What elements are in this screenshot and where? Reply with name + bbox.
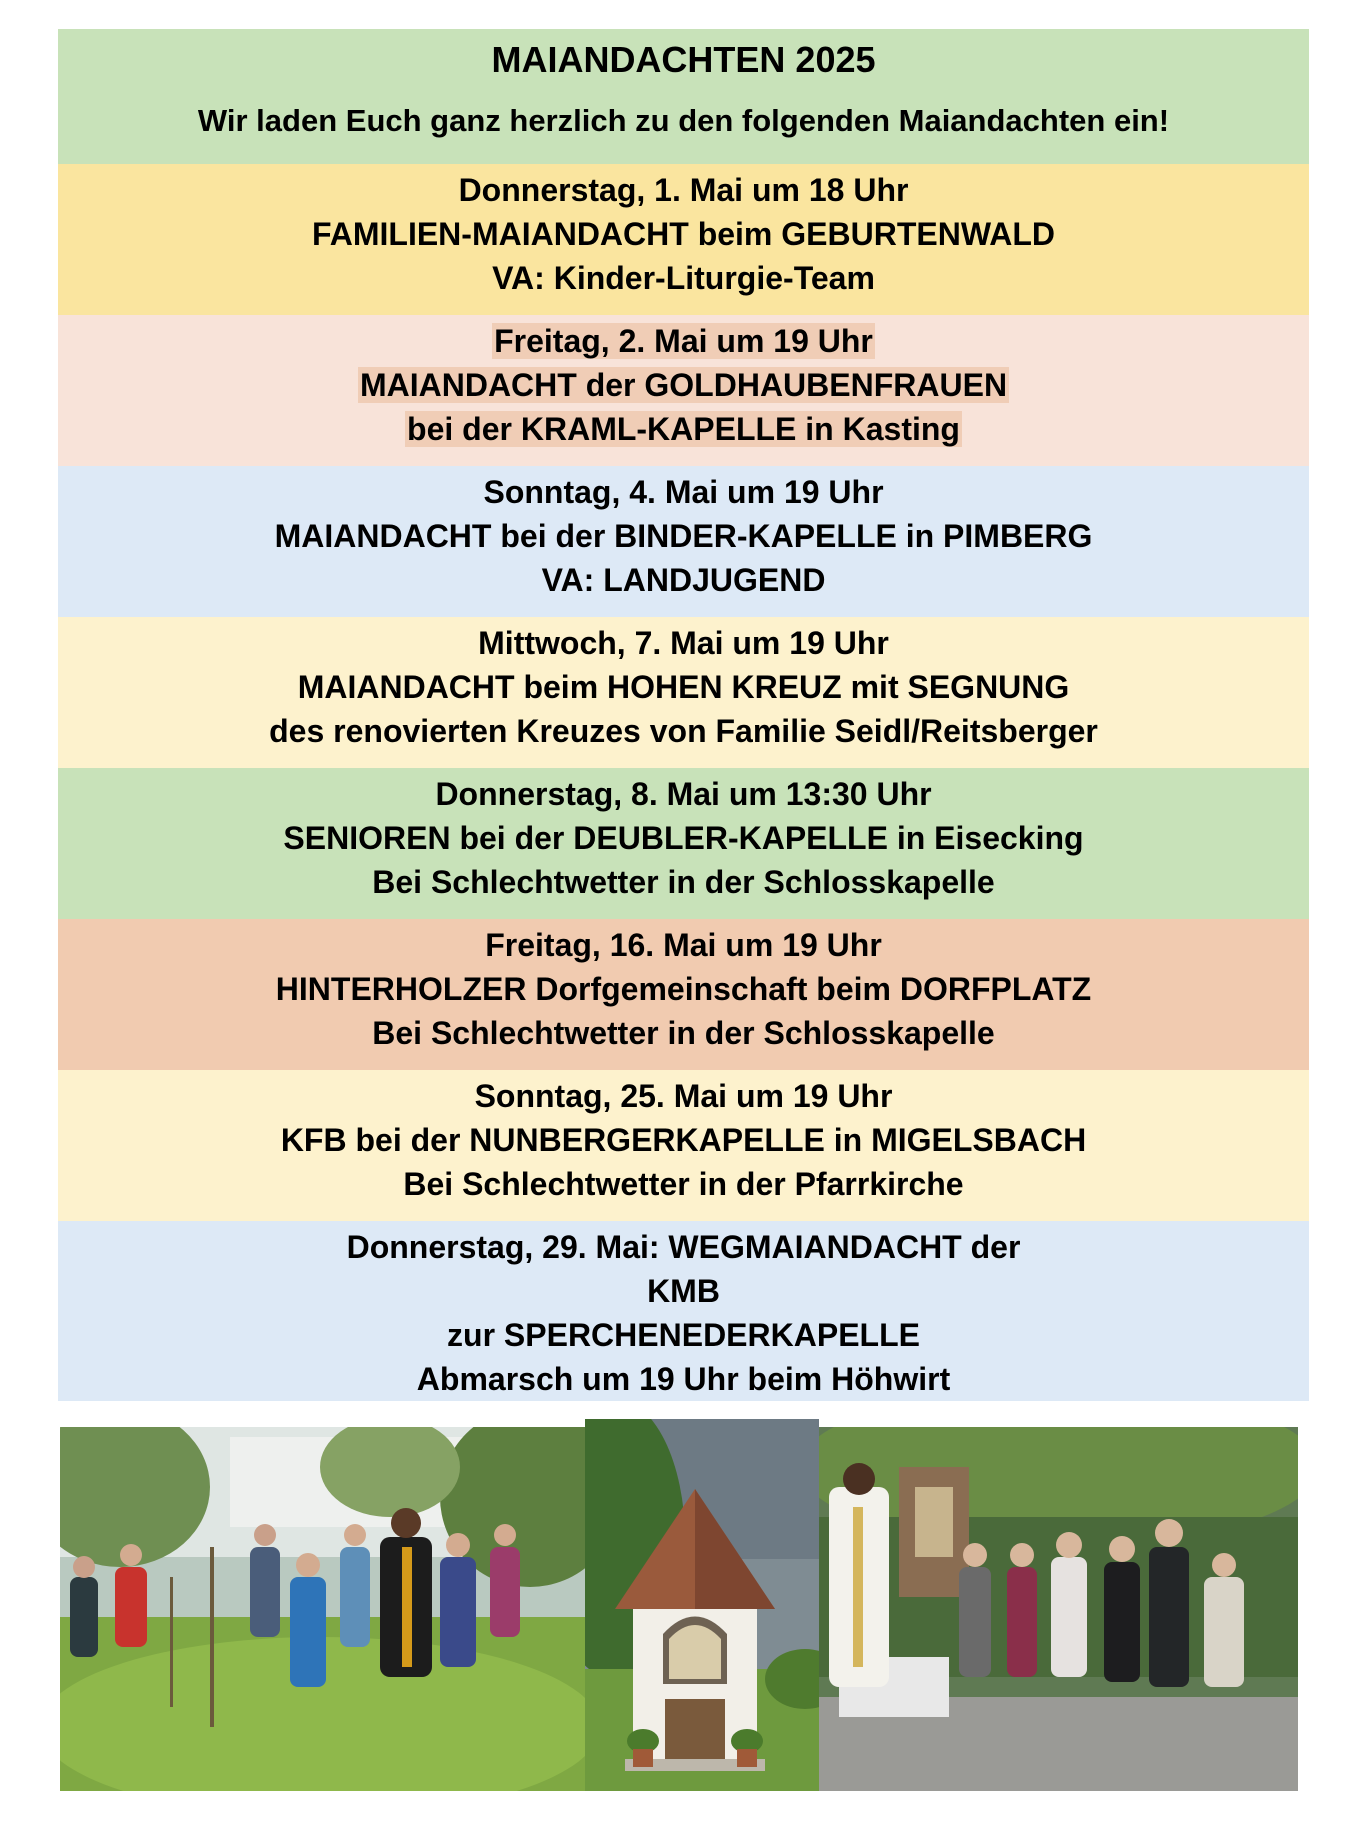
- children-prayer-photo: [819, 1427, 1298, 1791]
- intro-text: Wir laden Euch ganz herzlich zu den folgenden Maiandachten ein!: [197, 103, 1170, 138]
- event-detail: Abmarsch um 19 Uhr beim Höhwirt: [416, 1361, 951, 1397]
- event-title: KMB: [647, 1273, 720, 1309]
- chapel-photo: [585, 1419, 819, 1791]
- event-detail: Bei Schlechtwetter in der Schlosskapelle: [372, 864, 995, 900]
- event-block: [58, 1070, 1309, 1221]
- event-detail: Bei Schlechtwetter in der Pfarrkirche: [403, 1166, 964, 1202]
- event-title: HINTERHOLZER Dorfgemeinschaft beim DORFPLATZ: [275, 971, 1092, 1007]
- event-title: MAIANDACHT der GOLDHAUBENFRAUEN: [359, 367, 1008, 403]
- header-block: [58, 29, 1309, 164]
- event-date: Freitag, 16. Mai um 19 Uhr: [485, 927, 882, 963]
- event-title: SENIOREN bei der DEUBLER-KAPELLE in Eisecking: [283, 820, 1084, 856]
- event-block: [58, 617, 1309, 768]
- event-block: [58, 768, 1309, 919]
- event-title: MAIANDACHT beim HOHEN KREUZ mit SEGNUNG: [297, 669, 1070, 705]
- event-block: [58, 315, 1309, 466]
- event-title: MAIANDACHT bei der BINDER-KAPELLE in PIMBERG: [274, 518, 1093, 554]
- event-detail: zur SPERCHENEDERKAPELLE: [447, 1317, 920, 1353]
- event-date: Sonntag, 4. Mai um 19 Uhr: [483, 474, 884, 510]
- event-date: Sonntag, 25. Mai um 19 Uhr: [474, 1078, 893, 1114]
- event-block: [58, 1221, 1309, 1401]
- photo-strip: [60, 1427, 1298, 1791]
- event-date: Donnerstag, 1. Mai um 18 Uhr: [458, 172, 909, 208]
- event-block: [58, 919, 1309, 1070]
- schedule-sheet: [58, 29, 1309, 1401]
- event-title: FAMILIEN-MAIANDACHT beim GEBURTENWALD: [311, 216, 1056, 252]
- event-detail: des renovierten Kreuzes von Familie Seidl/Reitsberger: [269, 713, 1098, 749]
- event-date: Donnerstag, 8. Mai um 13:30 Uhr: [435, 776, 932, 812]
- event-detail: VA: Kinder-Liturgie-Team: [492, 260, 875, 296]
- event-date: Mittwoch, 7. Mai um 19 Uhr: [478, 625, 889, 661]
- event-block: [58, 164, 1309, 315]
- event-detail: bei der KRAML-KAPELLE in Kasting: [407, 411, 960, 447]
- procession-photo: [60, 1427, 585, 1791]
- event-detail: Bei Schlechtwetter in der Schlosskapelle: [372, 1015, 995, 1051]
- event-date: Donnerstag, 29. Mai: WEGMAIANDACHT der: [346, 1229, 1021, 1265]
- event-date: Freitag, 2. Mai um 19 Uhr: [494, 323, 873, 359]
- event-block: [58, 466, 1309, 617]
- page-title: MAIANDACHTEN 2025: [491, 39, 876, 80]
- event-detail: VA: LANDJUGEND: [541, 562, 826, 598]
- event-title: KFB bei der NUNBERGERKAPELLE in MIGELSBACH: [280, 1122, 1087, 1158]
